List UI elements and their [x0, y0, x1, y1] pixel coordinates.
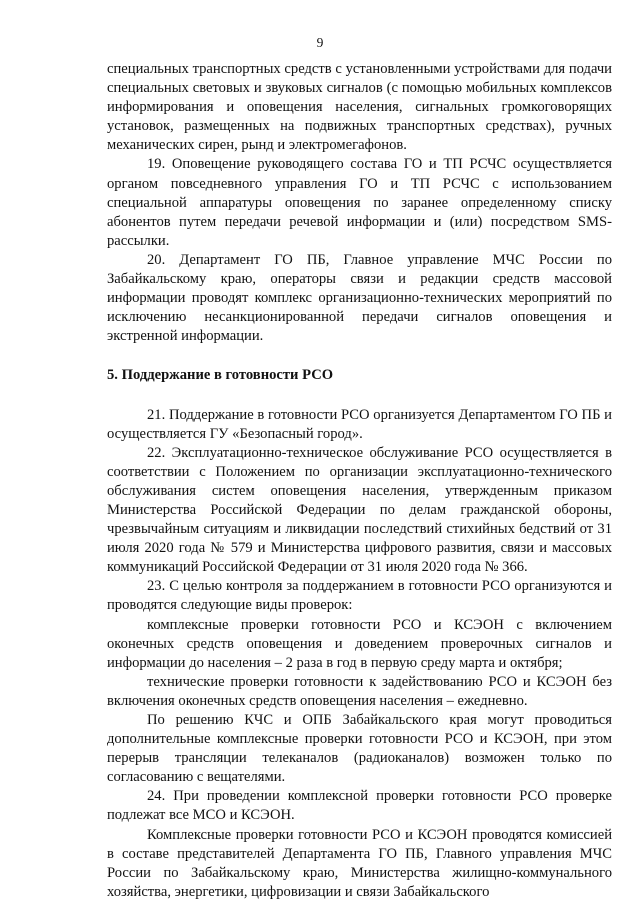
paragraphs-after-section: [107, 406, 612, 902]
paragraph: комплексные проверки готовности РСО и КСЭОН с включением оконечных средств оповещения и доведением проверочных сигналов и информации до населения – 2 раза в год в первую среду марта и октября;: [107, 616, 612, 671]
paragraph: 20. Департамент ГО ПБ, Главное управление МЧС России по Забайкальскому краю, операторы связи и редакции средств массовой информации проводят комплекс организационно-технических мероприятий по исключению несанкционированной передачи сигналов оповещения и экстренной информации.: [107, 251, 612, 345]
paragraphs-before-section: [107, 60, 612, 346]
paragraph: специальных транспортных средств с установленными устройствами для подачи специальных световых и звуковых сигналов (с помощью мобильных комплексов информирования и оповещения населения, сигнальных громкоговорящих установок, размещенных на подвижных транспортных средствах), ручных механических сирен, рынд и электромегафонов.: [107, 61, 612, 154]
paragraph: 23. С целью контроля за поддержанием в готовности РСО организуются и проводятся следующие виды проверок:: [107, 578, 612, 614]
page-number: 9: [316, 35, 324, 50]
paragraph: технические проверки готовности к задействованию РСО и КСЭОН без включения оконечных средств оповещения населения – ежедневно.: [107, 673, 612, 709]
paragraph: 24. При проведении комплексной проверки готовности РСО проверке подлежат все МСО и КСЭОН.: [107, 788, 612, 824]
paragraph: 22. Эксплуатационно-техническое обслуживание РСО осуществляется в соответствии с Положением по организации эксплуатационно-технического обслуживания систем оповещения населения, утвержденным приказом Министерства Российской Федерации по делам гражданской обороны, чрезвычайным ситуациям и ликвидации последствий стихийных бедствий от 31 июля 2020 года № 579 и Министерства цифрового развития, связи и массовых коммуникаций Российской Федерации от 31 июля 2020 года № 366.: [107, 444, 612, 576]
paragraph: Комплексные проверки готовности РСО и КСЭОН проводятся комиссией в составе представителей Департамента ГО ПБ, Главного управления МЧС России по Забайкальскому краю, Министерства жилищно-коммунального хозяйства, энергетики, цифровизации и связи Забайкальского: [107, 826, 612, 900]
paragraph: По решению КЧС и ОПБ Забайкальского края могут проводиться дополнительные комплексные проверки готовности РСО и КСЭОН, при этом перерыв трансляции телеканалов (радиоканалов) возможен только по согласованию с вещателями.: [107, 712, 612, 786]
document-body: [107, 60, 612, 902]
paragraph: 19. Оповещение руководящего состава ГО и ТП РСЧС осуществляется органом повседневного управления ГО и ТП РСЧС с использованием специальной аппаратуры оповещения по заранее определенному списку абонентов путем передачи речевой информации и (или) посредством SMS-рассылки.: [107, 156, 612, 249]
paragraph: 21. Поддержание в готовности РСО организуется Департаментом ГО ПБ и осуществляется ГУ «Безопасный город».: [107, 406, 612, 442]
section-title: 5. Поддержание в готовности РСО: [107, 367, 334, 384]
